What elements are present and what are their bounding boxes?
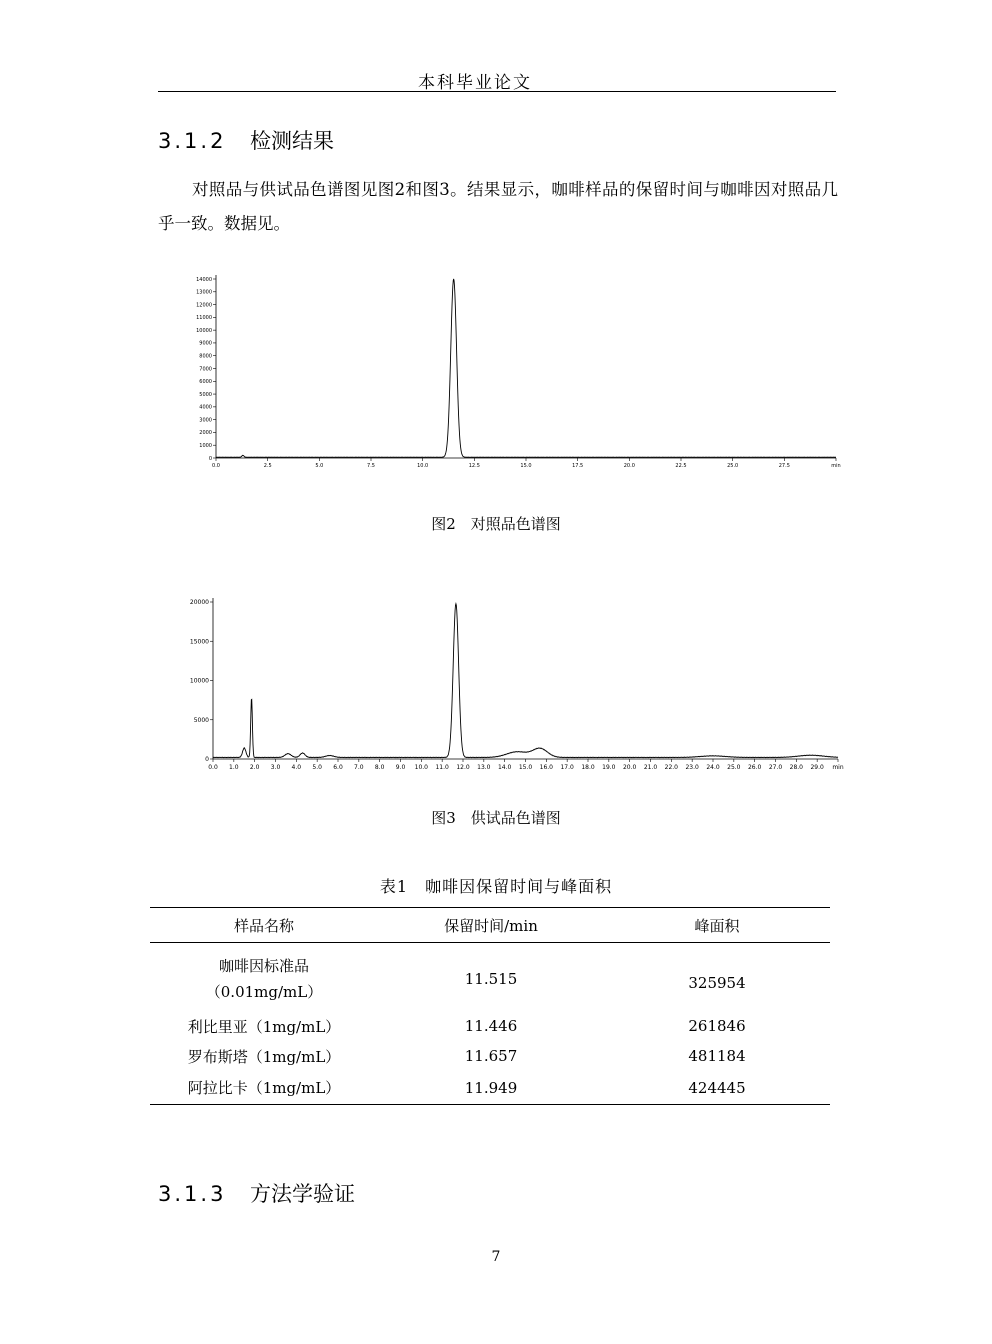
- x-tick-label: 16.0: [539, 764, 554, 771]
- x-tick-label: 21.0: [643, 764, 658, 771]
- x-tick-label: 2.5: [263, 463, 272, 469]
- table-row: [150, 1041, 830, 1071]
- y-tick-label: 12000: [196, 302, 212, 309]
- peak-area-cell: 325954: [688, 974, 746, 992]
- y-tick-label: 2000: [199, 430, 212, 437]
- y-tick-label: 7000: [199, 366, 212, 373]
- table-row: [150, 1071, 830, 1105]
- figure-3-caption: 图3 供试品色谱图: [431, 809, 561, 827]
- x-tick-label: 11.0: [435, 764, 449, 771]
- x-tick-label: 5.0: [312, 764, 322, 771]
- x-tick-label: 10.0: [414, 764, 429, 771]
- figure-3-chromatogram: [180, 596, 844, 790]
- y-tick-label: 20000: [189, 599, 209, 607]
- x-tick-label: 1.0: [229, 764, 239, 771]
- x-tick-label: min: [831, 463, 841, 469]
- x-tick-label: 5.0: [315, 463, 324, 469]
- y-tick-label: 8000: [199, 353, 212, 360]
- x-tick-label: 7.5: [367, 463, 375, 469]
- y-tick-label: 0: [205, 756, 209, 764]
- x-tick-label: 18.0: [581, 764, 595, 771]
- column-header-peak-area: 峰面积: [604, 908, 830, 943]
- x-tick-label: 22.5: [675, 463, 687, 469]
- x-tick-label: 9.0: [395, 764, 406, 771]
- section-title: 方法学验证: [250, 1182, 355, 1206]
- x-tick-label: 0.0: [212, 463, 220, 469]
- y-tick-label: 1000: [199, 442, 212, 449]
- results-table: [150, 907, 830, 1105]
- sample-name: 咖啡因标准品: [218, 956, 309, 975]
- sample-concentration: （0.01mg/mL）: [205, 982, 323, 1001]
- x-tick-label: 7.0: [354, 764, 364, 771]
- x-tick-label: 22.0: [664, 764, 679, 771]
- column-header-retention-time: 保留时间/min: [378, 908, 604, 943]
- x-tick-label: 23.0: [685, 764, 699, 771]
- x-tick-label: 4.0: [291, 764, 302, 771]
- header-rule: [158, 91, 836, 92]
- body-paragraph: 对照品与供试品色谱图见图2和图3。结果显示，咖啡样品的保留时间与咖啡因对照品几乎一致。数据见。: [158, 180, 838, 233]
- x-tick-label: 28.0: [789, 764, 804, 771]
- x-tick-label: 25.0: [727, 463, 739, 469]
- x-tick-label: 20.0: [623, 463, 635, 469]
- x-tick-label: 12.5: [468, 463, 480, 469]
- x-tick-label: 13.0: [477, 764, 491, 771]
- peak-area-cell: 481184: [688, 1047, 746, 1065]
- retention-time-cell: 11.657: [464, 1047, 518, 1065]
- y-tick-label: 11000: [196, 315, 212, 322]
- sample-name-cell: 罗布斯塔（1mg/mL）: [187, 1047, 341, 1066]
- y-tick-label: 10000: [189, 677, 209, 685]
- signal-trace: [216, 279, 836, 457]
- x-tick-label: min: [832, 764, 844, 771]
- page-number: 7: [491, 1249, 501, 1265]
- x-tick-label: 20.0: [622, 764, 637, 771]
- x-tick-label: 15.0: [520, 463, 532, 469]
- x-tick-label: 14.0: [497, 764, 512, 771]
- x-tick-label: 26.0: [747, 764, 762, 771]
- y-tick-label: 5000: [199, 391, 212, 398]
- x-tick-label: 27.0: [768, 764, 783, 771]
- sample-name-cell: 利比里亚（1mg/mL）: [187, 1017, 341, 1036]
- x-tick-label: 25.0: [727, 764, 741, 771]
- y-tick-label: 14000: [196, 276, 212, 283]
- section-heading-3-1-2: [158, 125, 334, 155]
- retention-time-cell: 11.446: [464, 1017, 518, 1035]
- y-tick-label: 9000: [199, 340, 212, 347]
- x-tick-label: 8.0: [374, 764, 385, 771]
- x-tick-label: 19.0: [602, 764, 616, 771]
- running-header: 本科毕业论文: [418, 73, 532, 93]
- signal-trace: [213, 604, 838, 758]
- x-tick-label: 0.0: [208, 764, 218, 771]
- y-tick-label: 5000: [193, 716, 209, 724]
- section-title: 检测结果: [250, 129, 334, 153]
- table-header-row: [150, 908, 830, 943]
- y-tick-label: 15000: [189, 638, 209, 646]
- x-tick-label: 6.0: [333, 764, 343, 771]
- x-tick-label: 15.0: [518, 764, 533, 771]
- section-number: 3.1.2: [158, 129, 227, 153]
- retention-time-cell: 11.949: [378, 1071, 604, 1105]
- figure-2-chromatogram: [180, 270, 840, 482]
- peak-area-cell: 424445: [604, 1071, 830, 1105]
- y-tick-label: 6000: [199, 379, 212, 386]
- table-row: [150, 943, 830, 1012]
- x-tick-label: 2.0: [249, 764, 260, 771]
- section-heading-3-1-3: [158, 1178, 355, 1208]
- x-tick-label: 24.0: [706, 764, 720, 771]
- column-header-sample: 样品名称: [150, 908, 378, 943]
- x-tick-label: 3.0: [270, 764, 281, 771]
- peak-area-cell: 261846: [688, 1017, 746, 1035]
- x-tick-label: 27.5: [778, 463, 790, 469]
- section-number: 3.1.3: [158, 1182, 227, 1206]
- y-tick-label: 0: [208, 455, 212, 462]
- y-tick-label: 13000: [196, 289, 212, 296]
- sample-name-cell: [150, 943, 378, 1012]
- y-tick-label: 10000: [196, 327, 212, 334]
- table-1-caption: 表1 咖啡因保留时间与峰面积: [379, 877, 613, 896]
- y-tick-label: 4000: [199, 404, 212, 411]
- y-tick-label: 3000: [199, 417, 212, 424]
- x-tick-label: 17.5: [572, 463, 584, 469]
- retention-time-cell: 11.515: [464, 969, 518, 988]
- table-row: [150, 1011, 830, 1041]
- x-tick-label: 12.0: [456, 764, 470, 771]
- x-tick-label: 29.0: [810, 764, 824, 771]
- x-tick-label: 10.0: [417, 463, 429, 469]
- sample-name-cell: 阿拉比卡（1mg/mL）: [150, 1071, 378, 1105]
- figure-2-caption: 图2 对照品色谱图: [431, 515, 561, 533]
- x-tick-label: 17.0: [560, 764, 574, 771]
